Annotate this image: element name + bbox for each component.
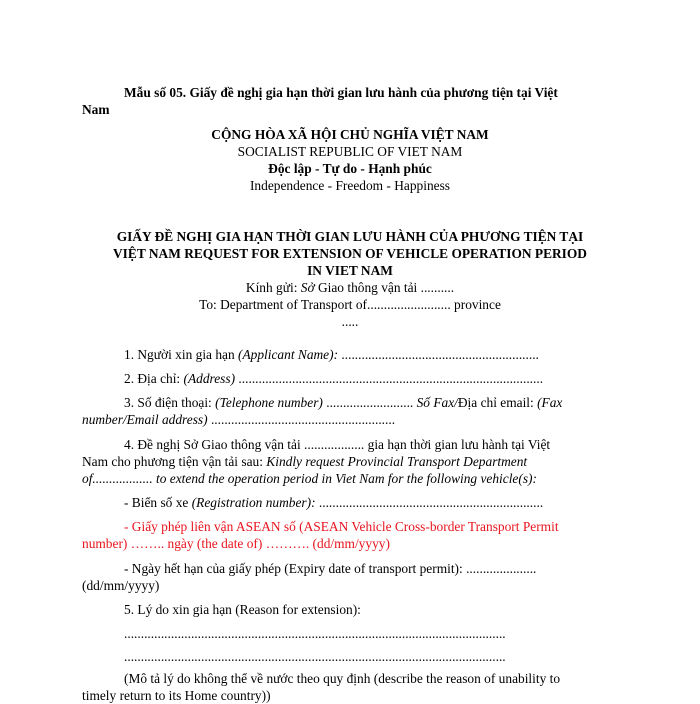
permit-line2: number) …….. ngày (the date of) ………. (dd/mm/yyyy) (82, 536, 390, 551)
addressee-line1 (0, 279, 700, 296)
reason-blank-1: .................................................................................................................. (124, 626, 506, 641)
addressee-italic: Sở (300, 280, 315, 295)
expiry-line1: - Ngày hết hạn của giấy phép (Expiry date of transport permit): ..................... (124, 561, 537, 576)
reason-note-line2: timely return to its Home country)) (82, 688, 271, 703)
document-title-line2: VIỆT NAM REQUEST FOR EXTENSION OF VEHICLE OPERATION PERIOD (113, 246, 587, 261)
country-name-vi: CỘNG HÒA XÃ HỘI CHỦ NGHĨA VIỆT NAM (211, 127, 489, 142)
address-blank: ........................................................................................... (235, 371, 544, 386)
form-title-line1: Mẫu số 05. Giấy đề nghị gia hạn thời gian lưu hành của phương tiện tại Việt (124, 85, 558, 100)
request-line2-en: Kindly request Provincial Transport Department (266, 454, 528, 469)
motto-vi: Độc lập - Tự do - Hạnh phúc (268, 161, 432, 176)
address-label-en: (Address) (183, 371, 236, 386)
fax-label-en-2: number/Email address) (82, 412, 208, 427)
registration-label-vi: - Biển số xe (124, 495, 192, 510)
fax-field-line2 (82, 411, 395, 428)
document-title-line3: IN VIET NAM (307, 263, 393, 278)
applicant-blank: ........................................................... (338, 347, 539, 362)
country-name-en: SOCIALIST REPUBLIC OF VIET NAM (237, 144, 463, 159)
applicant-field (124, 346, 539, 363)
addressee-rest: Giao thông vận tải .......... (314, 280, 455, 295)
address-label-vi: 2. Địa chỉ: (124, 371, 184, 386)
addressee-line3: ..... (341, 314, 359, 329)
reason-blank-2: .................................................................................................................. (124, 649, 506, 664)
phone-label-vi: 3. Số điện thoại: (124, 395, 216, 410)
permit-line1: - Giấy phép liên vận ASEAN số (ASEAN Vehicle Cross-border Transport Permit (124, 519, 559, 534)
reason-note-line1: (Mô tả lý do không thể về nước theo quy định (describe the reason of unability to (124, 671, 561, 686)
applicant-label-vi: 1. Người xin gia hạn (124, 347, 239, 362)
reason-label: 5. Lý do xin gia hạn (Reason for extension): (124, 602, 361, 617)
document-title-line1: GIẤY ĐỀ NGHỊ GIA HẠN THỜI GIAN LƯU HÀNH CỦA PHƯƠNG TIỆN TẠI (116, 229, 584, 244)
fax-label-en-1: (Fax (537, 395, 563, 410)
phone-blank: .......................... (322, 395, 417, 410)
form-title-line2: Nam (82, 102, 110, 117)
applicant-label-en: (Applicant Name): (238, 347, 339, 362)
registration-blank: ................................................................... (315, 495, 544, 510)
request-line2-vi: Nam cho phương tiện vận tải sau: (82, 454, 267, 469)
motto-en: Independence - Freedom - Happiness (249, 178, 451, 193)
registration-field (124, 494, 543, 511)
expiry-line2: (dd/mm/yyyy) (82, 578, 160, 593)
address-field (124, 370, 543, 387)
request-line2 (82, 453, 527, 470)
phone-label-en: (Telephone number) (215, 395, 323, 410)
request-line1: 4. Đề nghị Sở Giao thông vận tải .................. gia hạn thời gian lưu hành tại Việt (124, 437, 551, 452)
email-label: Địa chỉ email: (457, 395, 538, 410)
fax-label: Số Fax/ (416, 395, 458, 410)
addressee-line2: To: Department of Transport of......................... province (199, 297, 501, 312)
phone-field (124, 394, 562, 411)
fax-blank: ....................................................... (207, 412, 396, 427)
registration-label-en: (Registration number): (191, 495, 316, 510)
addressee-prefix: Kính gửi: (245, 280, 301, 295)
request-line3: of.................. to extend the operation period in Viet Nam for the following vehicle(s): (82, 471, 537, 486)
